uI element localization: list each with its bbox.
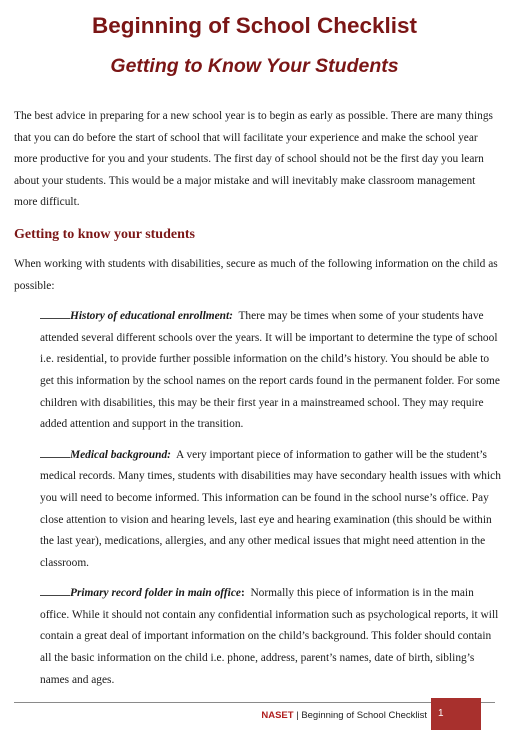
document-title: Beginning of School Checklist [91,13,418,38]
footer-separator: | [296,710,299,721]
footer-text [261,703,427,729]
checkbox-blank[interactable] [40,446,70,458]
item-text: There may be times when some of your students have attended several different schools over the years. It will be important to determine the type of school i.e. residential, to provide further possible information on the child’s history. You should be able to get this information by the school names on the report cards found in the permanent folder. For some children with disabilities, this may be their first year in a mainstreamed school. They may require added attention and support in the transition. [40,310,500,431]
item-text: Normally this piece of information is in the main office. While it should not contain any confidential information such as psychological reports, it will contain a great deal of important information on the child’s background. This folder should contain all the basic information on the child i.e. phone, address, parent’s names, date of birth, sibling’s names and ages. [40,587,499,686]
checkbox-blank[interactable] [40,307,70,319]
item-term-colon: : [240,587,245,600]
item-term: History of educational enrollment: [70,310,233,323]
document-body [14,106,501,700]
section-lead: When working with students with disabilities, secure as much of the following information on the child as possible: [14,257,498,292]
checklist-item-medical [40,445,501,575]
document-subtitle: Getting to Know Your Students [110,55,399,77]
footer-brand: NASET [261,710,294,721]
intro-paragraph: The best advice in preparing for a new school year is to begin as early as possible. There are many things that you can do before the start of school that will facilitate your experience and make the school year more productive for you and your students. The first day of school should not be the first day you learn about your students. This would be a major mistake and will inevitably make classroom management more difficult. [14,110,493,209]
item-text: A very important piece of information to gather will be the student’s medical records. Many times, students with disabilities may have secondary health issues with which you will need to become informed. This information can be found in the school nurse’s office. Pay close attention to vision and hearing levels, last eye and hearing examination (this should be within the last year), medications, allergies, and any other medical issues that might need attention in the classroom. [40,448,501,569]
item-term: Medical background: [70,448,171,461]
section-heading: Getting to know your students [14,226,195,242]
checklist-item-record-folder [40,583,501,691]
checkbox-blank[interactable] [40,584,70,596]
item-term: Primary record folder in main office [70,587,241,600]
page-number: 1 [431,698,481,730]
footer-doc-title: Beginning of School Checklist [301,710,427,721]
checklist-item-history [40,306,501,436]
